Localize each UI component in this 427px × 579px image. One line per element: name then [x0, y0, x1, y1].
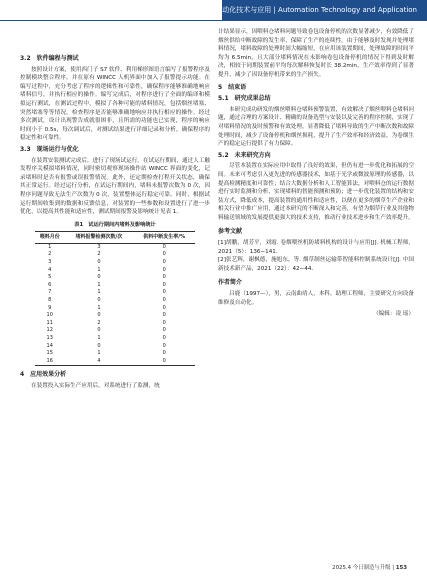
table-cell: 0 — [162, 350, 166, 357]
table-cell: 0 — [162, 289, 166, 296]
table-cell: 3 — [97, 243, 101, 250]
table-cell: 0 — [162, 335, 166, 341]
left-column — [20, 52, 210, 391]
table-row — [35, 350, 195, 358]
table-cell: 0 — [162, 342, 166, 349]
table-row — [35, 312, 195, 320]
table-cell: 1 — [97, 266, 101, 273]
table-cell: 0 — [97, 327, 101, 334]
table-cell: 2 — [97, 319, 101, 326]
table-row — [35, 297, 195, 305]
table-cell: 6 — [48, 281, 52, 288]
table-row — [35, 305, 195, 313]
table-cell: 0 — [162, 281, 166, 288]
table-cell: 15 — [46, 350, 53, 357]
table-cell: 1 — [97, 281, 101, 288]
references-heading: 参考文献 — [218, 228, 243, 236]
reference-1: [1]胡鹏，胡芳平，刘霞. 卷烟喂丝机防堵料机构的设计与应用[J]. 机械工程师，2021（5）：136−141. — [218, 240, 414, 255]
right-column — [218, 28, 414, 319]
section-heading-3-2: 3.2 软件编程与测试 — [20, 55, 79, 62]
table-cell: 5 — [48, 274, 52, 281]
section-heading-5: 5 结束语 — [218, 83, 247, 91]
table-cell: 0 — [97, 312, 101, 319]
table-header-alarms: 堵料报警检测次数/次 — [64, 232, 133, 244]
table-cell: 0 — [162, 327, 166, 334]
table-cell: 0 — [162, 274, 166, 281]
table-cell: 1 — [48, 243, 52, 250]
journal-title: 自动化技术与应用 | Automation Technology and Application — [215, 6, 417, 14]
section-5-2-paragraph: 尽管本装置在实际应用中取得了良好的效果，但仍有进一步优化和拓展的空间。未来可考虑引入更先进的传感器技术，如基于光学或微波原理的传感器，以提高检测精度和可靠性；结合大数据分析和人工智能算法，对喂料仓的运行数据进行实时监测和分析，实现堵料的智能预测和预防；进一步优化装置的结构和安装方式，降低成本，提高装置的通用性和适应性，以便在更多的烟草生产企业和相关行业中推广应用，通过本研究的不断深入和完善，有望为烟草行业及其他物料输送领域的发展提供更强大的技术支持，推动行业技术进步和生产效率提升。 — [218, 163, 414, 221]
section-heading-4: 4 应用效果分析 — [20, 371, 67, 379]
table-cell: 2 — [48, 251, 52, 258]
table-cell: 0 — [97, 259, 101, 266]
table-cell: 0 — [162, 304, 166, 311]
table-cell: 14 — [46, 342, 53, 349]
table-cell: 1 — [97, 335, 101, 341]
issue-label: 2025.4 今日制造与升级 — [332, 565, 391, 571]
table-cell: 1 — [97, 350, 101, 357]
table-row — [35, 358, 195, 366]
statistics-table — [35, 231, 195, 366]
table-cell: 11 — [46, 319, 53, 326]
page-header — [0, 0, 427, 21]
table-row — [35, 320, 195, 328]
table-cell: 0 — [162, 266, 166, 273]
section-3-2-paragraph: 按照设计方案，使用西门子 S7 软件、利用梯形图语言编写了报警程序及控制模块整合程序，并在原有 WINCC 人机界面中加入了报警提示功能。在编写过程中，充分考虑了程序的逻辑性和可靠性，确保程序能够准确地响应堵料信号，并执行相应的操作。编写完成后，对程序进行了全面的编译和模拟运行测试，在测试过程中，模拟了各种可能的堵料情况，包括烟丝堵塞、突然堵塞等等情况，检查程序是否能够准确地响应并执行相应的操作。经过多次测试，设计出现警告成就很困非，且所需的功能也已实现，程序的响应时间小于 0.5s，每次调试后，对测试结果进行详细记录和分析，确保程序的稳定性和可靠性。 — [20, 66, 210, 142]
table-cell: 10 — [46, 312, 53, 319]
table-cell: 4 — [48, 266, 52, 273]
table-cell: 1 — [97, 304, 101, 311]
continued-paragraph: 计结果显示，因喂料仓堵料问题导致卷包设备停机的次数显著减少，有效降低了烟丝供给中断故障的发生率，保障了生产的连续性。由于能够及时发现并处理堵料情况，堵料故障的处理时间大幅缩短，在应用该装置期间，处理故障的时间平均为 6.5min，且大部分堵料情况在未影响卷包设备停机的情况下得到及时解决，相较于同期装置前平均每次解料恢复时长 38.2min，生产效率得到了显著提升，减少了因设备停机带来的生产损失。 — [218, 29, 414, 78]
table-row — [35, 259, 195, 267]
table-header-month: 喂料月份 — [35, 232, 64, 244]
section-5-1-paragraph: 本研究成功研发的烟丝喂料仓堵料预警装置，有效解决了烟丝喂料仓堵料问题，通过合理的方案设计、精确的设备选型与安装以及完善的程序控制，实现了对堵料情况的及时预警和有效处理，显著降低了堵料导致的生产中断次数和故障处理时间，减少了设备停机和烟丝损耗，提升了生产效率和经济效益，为卷烟生产的稳定运行提供了有力保障。 — [218, 106, 414, 148]
table-cell: 0 — [97, 297, 101, 304]
editor-note: （编辑：凌 瑶） — [373, 311, 414, 318]
table-cell: 13 — [46, 335, 53, 341]
table-cell: 4 — [64, 358, 133, 366]
table-row — [35, 282, 195, 290]
reference-2: [2]张艺辉，谢枫德，施旭东，等. 烟草制丝运输带智能料控制系统设计[J]. 中国新技术新产品，2021（22）：42−44. — [218, 257, 414, 272]
author-heading: 作者简介 — [218, 279, 243, 287]
section-4-paragraph: 在装置投入实际生产应用后，对系统进行了监测，统 — [31, 382, 160, 389]
table-cell: 2 — [97, 251, 101, 258]
section-heading-5-2: 5.2 未来研究方向 — [218, 151, 271, 159]
table-cell: 9 — [48, 304, 52, 311]
author-paragraph: 吕鹿（1997—），男，云南曲靖人，本科，助理工程师，主要研究方向设备维修及自动化。 — [218, 291, 414, 306]
page-footer: 2025.4 今日制造与升级 | 153 — [332, 565, 407, 571]
section-heading-3-3: 3.3 现场运行与优化 — [20, 145, 79, 153]
table-cell: 8 — [48, 297, 52, 304]
table-row — [35, 243, 195, 251]
table-cell: 16 — [35, 358, 64, 366]
table-row — [35, 343, 195, 351]
table-cell: 0 — [162, 243, 166, 250]
table-row — [35, 267, 195, 275]
table-cell: 0 — [133, 358, 195, 366]
page-number: 153 — [395, 565, 407, 571]
section-heading-5-1: 5.1 研究成果总结 — [218, 95, 271, 103]
table-cell: 0 — [97, 342, 101, 349]
table-row — [35, 251, 195, 259]
table-cell: 7 — [48, 289, 52, 296]
table-row — [35, 335, 195, 343]
section-3-3-paragraph: 在装置安装测试完成后，进行了现场试运行。在试运行期间，通过人工触发程序关模拟堵料情况，同时密切观察现场操作站 WINCC 界面的变化，记录堵料时是否有报警或误报警情况。此外，还定期检查打程开关状态，确保其正常运行。经过运行分析，在试运行期间内，堵料未报警次数为 0 次，因程序问题导致无法生产次数为 0 次，装置整体运行稳定可靠。同时，根据试运行期间收集到的数据和反馈信息，对装置的一些参数和设置进行了进一步优化，以提高其性能和适应性，测试期间报警及影响统计见表 1。 — [20, 157, 211, 216]
table-cell: 0 — [162, 259, 166, 266]
table-cell: 0 — [162, 312, 166, 319]
table-cell: 0 — [97, 274, 101, 281]
table-cell: 1 — [97, 289, 101, 296]
table-cell: 3 — [48, 259, 52, 266]
table-row — [35, 289, 195, 297]
table-cell: 0 — [162, 297, 166, 304]
table-cell: 0 — [162, 251, 166, 258]
table-header-interrupt-rate: 供料中断发生率/% — [133, 232, 195, 244]
table-row — [35, 274, 195, 282]
table-row — [35, 327, 195, 335]
table-cell: 12 — [46, 327, 53, 334]
table-cell: 0 — [162, 319, 166, 326]
table-caption: 表1 试运行期间内堵料及影响统计 — [74, 221, 156, 228]
